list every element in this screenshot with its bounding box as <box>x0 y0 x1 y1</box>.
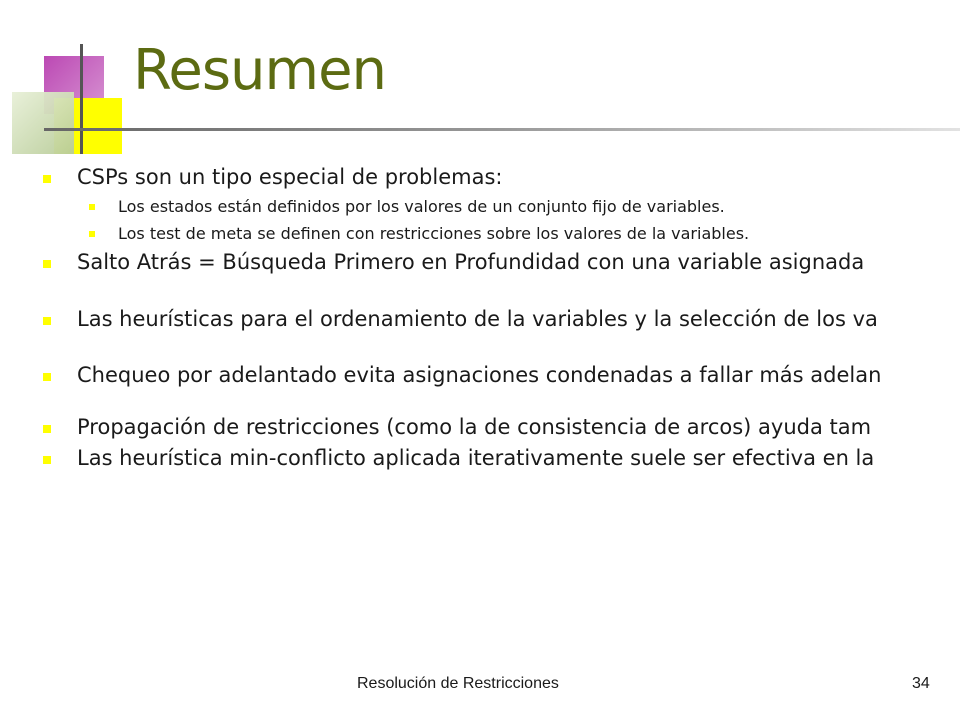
bullet-item <box>77 363 881 387</box>
bullet-text: Chequeo por adelantado evita asignaciones condenadas a fallar más adelan <box>77 363 882 387</box>
bullet-text: Los estados están definidos por los valores de un conjunto fijo de variables. <box>118 197 725 216</box>
bullet-square-icon <box>43 317 51 325</box>
bullet-text: Salto Atrás = Búsqueda Primero en Profundidad con una variable asignada <box>77 250 865 274</box>
bullet-text: Las heurística min-conflicto aplicada iterativamente suele ser efectiva en la <box>77 446 875 470</box>
bullet-square-icon <box>89 204 95 210</box>
title-underline <box>44 128 960 131</box>
bullet-item <box>77 250 864 274</box>
bullet-text: CSPs son un tipo especial de problemas: <box>77 165 503 189</box>
bullet-square-icon <box>43 373 51 381</box>
bullet-item <box>77 165 502 189</box>
bullet-text: Los test de meta se definen con restricciones sobre los valores de la variables. <box>118 224 750 243</box>
decor-green-square <box>12 92 74 154</box>
bullet-text: Propagación de restricciones (como la de consistencia de arcos) ayuda tam <box>77 415 872 439</box>
footer-title: Resolución de Restricciones <box>357 675 559 692</box>
sub-bullet-item <box>118 197 725 216</box>
bullet-square-icon <box>43 175 51 183</box>
bullet-text: Las heurísticas para el ordenamiento de la variables y la selección de los va <box>77 307 878 331</box>
bullet-square-icon <box>89 231 95 237</box>
decor-vertical-line <box>80 44 83 154</box>
bullet-item <box>77 307 878 331</box>
bullet-square-icon <box>43 260 51 268</box>
bullet-item <box>77 415 871 439</box>
page-number: 34 <box>912 675 930 692</box>
bullet-item <box>77 446 874 470</box>
slide-title: Resumen <box>133 38 387 103</box>
bullet-square-icon <box>43 456 51 464</box>
sub-bullet-item <box>118 224 749 243</box>
bullet-square-icon <box>43 425 51 433</box>
